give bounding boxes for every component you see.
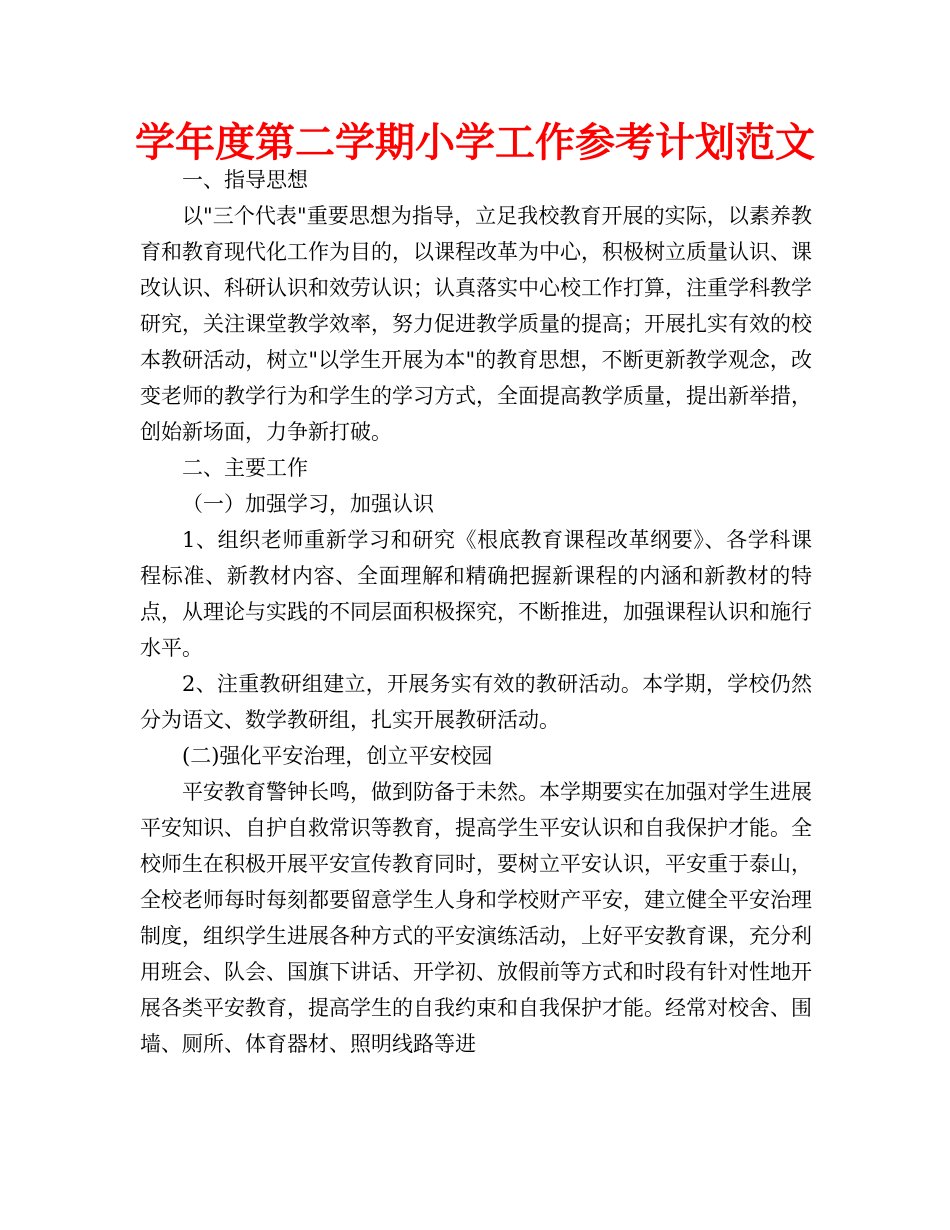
subheading-study: （一）加强学习，加强认识 xyxy=(182,492,434,516)
subheading-safety: (二)强化平安治理，创立平安校园 xyxy=(182,744,493,768)
heading-main-work: 二、主要工作 xyxy=(182,456,308,480)
paragraph-item-2: 2、注重教研组建立，开展务实有效的教研活动。本学期，学校仍然分为语文、数学教研组，扎实开展教研活动。 xyxy=(140,672,812,732)
paragraph-guiding-ideology: 以"三个代表"重要思想为指导，立足我校教育开展的实际，以素养教育和教育现代化工作为目的，以课程改革为中心，积极树立质量认识、课改认识、科研认识和效劳认识；认真落实中心校工作打算，注重学科教学研究，关注课堂教学效率，努力促进教学质量的提高；开展扎实有效的校本教研活动，树立"以学生开展为本"的教育思想，不断更新教学观念，改变老师的教学行为和学生的学习方式，全面提高教学质量，提出新举措，创始新场面，力争新打破。 xyxy=(140,204,812,444)
document-title: 学年度第二学期小学工作参考计划范文 xyxy=(135,120,815,166)
document-body xyxy=(140,162,812,1062)
heading-guiding-ideology: 一、指导思想 xyxy=(182,168,308,192)
paragraph-item-1: 1、组织老师重新学习和研究《根底教育课程改革纲要》、各学科课程标准、新教材内容、全面理解和精确把握新课程的内涵和新教材的特点，从理论与实践的不同层面积极探究，不断推进，加强课程认识和施行水平。 xyxy=(140,528,812,660)
paragraph-safety: 平安教育警钟长鸣，做到防备于未然。本学期要实在加强对学生进展平安知识、自护自救常识等教育，提高学生平安认识和自我保护才能。全校师生在积极开展平安宣传教育同时，要树立平安认识，平安重于泰山，全校老师每时每刻都要留意学生人身和学校财产平安，建立健全平安治理制度，组织学生进展各种方式的平安演练活动，上好平安教育课，充分利用班会、队会、国旗下讲话、开学初、放假前等方式和时段有针对性地开展各类平安教育，提高学生的自我约束和自我保护才能。经常对校舍、围墙、厕所、体育器材、照明线路等进 xyxy=(140,780,812,1056)
